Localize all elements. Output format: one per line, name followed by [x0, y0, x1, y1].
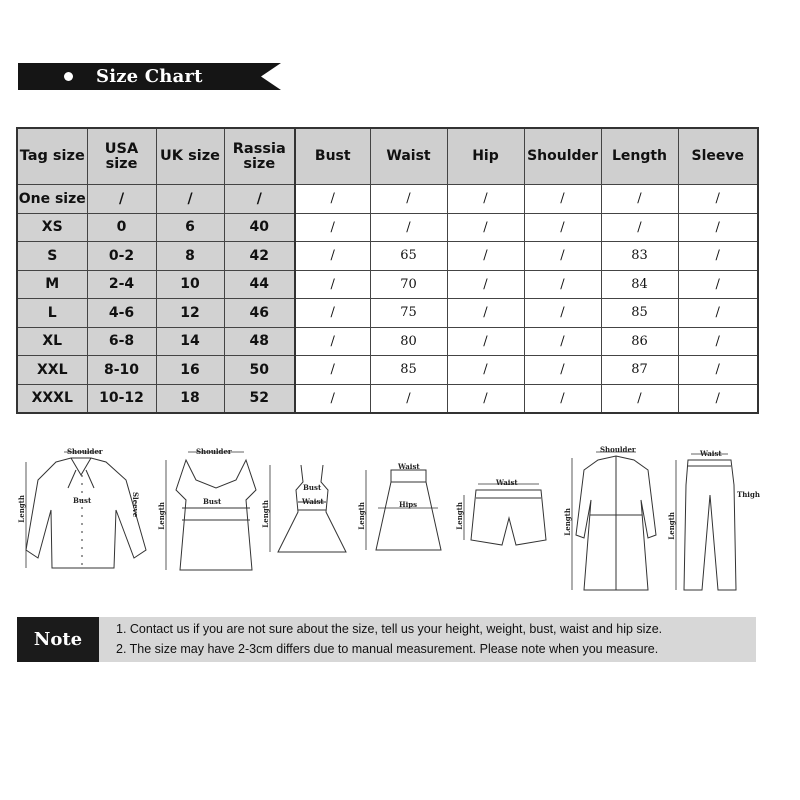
table-cell: 46 — [224, 299, 295, 328]
table-cell: / — [295, 185, 370, 214]
table-cell: 40 — [224, 213, 295, 242]
table-cell: 0-2 — [87, 242, 156, 271]
table-cell: / — [524, 270, 601, 299]
table-cell: / — [370, 384, 447, 413]
table-cell: 84 — [601, 270, 678, 299]
table-cell: / — [370, 213, 447, 242]
table-cell: 8 — [156, 242, 224, 271]
top-shoulder-label: Shoulder — [196, 447, 232, 456]
header-tag-size: Tag size — [17, 128, 87, 185]
table-cell: 6-8 — [87, 327, 156, 356]
header-hip: Hip — [447, 128, 524, 185]
skirt-waist-label: Waist — [398, 462, 420, 471]
table-cell: / — [678, 299, 758, 328]
table-cell: XXL — [17, 356, 87, 385]
top-length-label: Length — [157, 502, 166, 530]
header-sleeve: Sleeve — [678, 128, 758, 185]
table-cell: 12 — [156, 299, 224, 328]
size-chart-table — [16, 127, 759, 414]
dress-bust-label: Bust — [303, 483, 322, 492]
table-cell: L — [17, 299, 87, 328]
table-cell: / — [524, 299, 601, 328]
table-cell: 42 — [224, 242, 295, 271]
pants-illustration — [676, 454, 736, 590]
coat-illustration — [572, 452, 656, 590]
note-box — [17, 617, 756, 662]
table-cell: XXXL — [17, 384, 87, 413]
table-cell: / — [447, 185, 524, 214]
coat-shoulder-label: Shoulder — [600, 445, 636, 454]
table-cell: 85 — [601, 299, 678, 328]
table-cell: / — [678, 356, 758, 385]
table-cell: / — [295, 384, 370, 413]
dress-illustration — [270, 465, 346, 552]
table-cell: 2-4 — [87, 270, 156, 299]
table-cell: / — [678, 327, 758, 356]
pants-thigh-label: Thigh — [737, 490, 760, 499]
table-row — [17, 384, 758, 413]
shorts-length-label: Length — [455, 502, 464, 530]
coat-length-label: Length — [563, 508, 572, 536]
table-cell: / — [678, 270, 758, 299]
table-row — [17, 185, 758, 214]
dress-length-label: Length — [261, 500, 270, 528]
skirt-hips-label: Hips — [399, 500, 418, 509]
table-cell: / — [524, 242, 601, 271]
skirt-length-label: Length — [357, 502, 366, 530]
table-cell: / — [524, 185, 601, 214]
table-cell: 87 — [601, 356, 678, 385]
top-illustration — [166, 452, 256, 570]
table-cell: / — [601, 384, 678, 413]
header-uk-size: UK size — [156, 128, 224, 185]
table-cell: One size — [17, 185, 87, 214]
table-cell: 4-6 — [87, 299, 156, 328]
pants-waist-label: Waist — [700, 449, 722, 458]
table-cell: / — [447, 213, 524, 242]
table-cell: 18 — [156, 384, 224, 413]
table-cell: / — [447, 327, 524, 356]
table-cell: 83 — [601, 242, 678, 271]
shirt-sleeve-label: Sleeve — [131, 492, 140, 518]
pants-length-label: Length — [667, 512, 676, 540]
table-cell: / — [524, 327, 601, 356]
table-row — [17, 299, 758, 328]
dress-waist-label: Waist — [302, 497, 324, 506]
table-cell: / — [678, 242, 758, 271]
header-shoulder: Shoulder — [524, 128, 601, 185]
top-bust-label: Bust — [203, 497, 222, 506]
table-cell: / — [678, 213, 758, 242]
table-row — [17, 242, 758, 271]
table-cell: / — [295, 270, 370, 299]
table-cell: 86 — [601, 327, 678, 356]
table-cell: 80 — [370, 327, 447, 356]
garment-diagrams — [16, 440, 768, 600]
table-cell: / — [601, 213, 678, 242]
table-cell: 52 — [224, 384, 295, 413]
table-cell: / — [447, 356, 524, 385]
table-cell: 6 — [156, 213, 224, 242]
table-cell: / — [156, 185, 224, 214]
table-cell: / — [224, 185, 295, 214]
table-cell: 70 — [370, 270, 447, 299]
shirt-length-label: Length — [17, 495, 26, 523]
header-length: Length — [601, 128, 678, 185]
table-cell: 10-12 — [87, 384, 156, 413]
shorts-waist-label: Waist — [496, 478, 518, 487]
table-cell: 8-10 — [87, 356, 156, 385]
table-cell: / — [678, 384, 758, 413]
table-cell: 48 — [224, 327, 295, 356]
note-label: Note — [17, 617, 99, 662]
table-row — [17, 327, 758, 356]
table-cell: / — [295, 327, 370, 356]
table-cell: / — [524, 213, 601, 242]
table-cell: M — [17, 270, 87, 299]
table-cell: 10 — [156, 270, 224, 299]
table-cell: / — [447, 242, 524, 271]
table-cell: XS — [17, 213, 87, 242]
table-cell: 75 — [370, 299, 447, 328]
table-cell: / — [295, 213, 370, 242]
table-cell: / — [295, 242, 370, 271]
header-rassia-size: Rassia size — [224, 128, 295, 185]
table-cell: / — [678, 185, 758, 214]
table-cell: 85 — [370, 356, 447, 385]
table-cell: / — [447, 384, 524, 413]
table-cell: 14 — [156, 327, 224, 356]
table-cell: S — [17, 242, 87, 271]
shirt-bust-label: Bust — [73, 496, 92, 505]
page-title: Size Chart — [96, 66, 203, 87]
table-cell: 50 — [224, 356, 295, 385]
table-row — [17, 356, 758, 385]
shirt-illustration — [26, 452, 146, 568]
shirt-shoulder-label: Shoulder — [67, 447, 103, 456]
table-cell: 0 — [87, 213, 156, 242]
table-cell: / — [524, 356, 601, 385]
table-cell: / — [447, 299, 524, 328]
header-usa-size: USA size — [87, 128, 156, 185]
table-cell: 16 — [156, 356, 224, 385]
table-header-row — [17, 128, 758, 185]
skirt-illustration — [366, 470, 441, 550]
table-row — [17, 213, 758, 242]
size-chart-banner — [18, 63, 281, 90]
table-cell: / — [524, 384, 601, 413]
table-cell: 65 — [370, 242, 447, 271]
garment-illustrations — [16, 440, 768, 600]
shorts-illustration — [464, 484, 546, 545]
header-waist: Waist — [370, 128, 447, 185]
table-cell: / — [370, 185, 447, 214]
note-line-2: 2. The size may have 2-3cm differs due to manual measurement. Please note when you measure. — [116, 642, 659, 656]
table-cell: / — [447, 270, 524, 299]
table-cell: 44 — [224, 270, 295, 299]
header-bust: Bust — [295, 128, 370, 185]
table-cell: XL — [17, 327, 87, 356]
table-cell: / — [601, 185, 678, 214]
table-cell: / — [295, 356, 370, 385]
table-row — [17, 270, 758, 299]
table-cell: / — [87, 185, 156, 214]
table-cell: / — [295, 299, 370, 328]
note-line-1: 1. Contact us if you are not sure about the size, tell us your height, weight, bust, waist and hip size. — [116, 622, 663, 636]
bullet-icon — [64, 72, 73, 81]
